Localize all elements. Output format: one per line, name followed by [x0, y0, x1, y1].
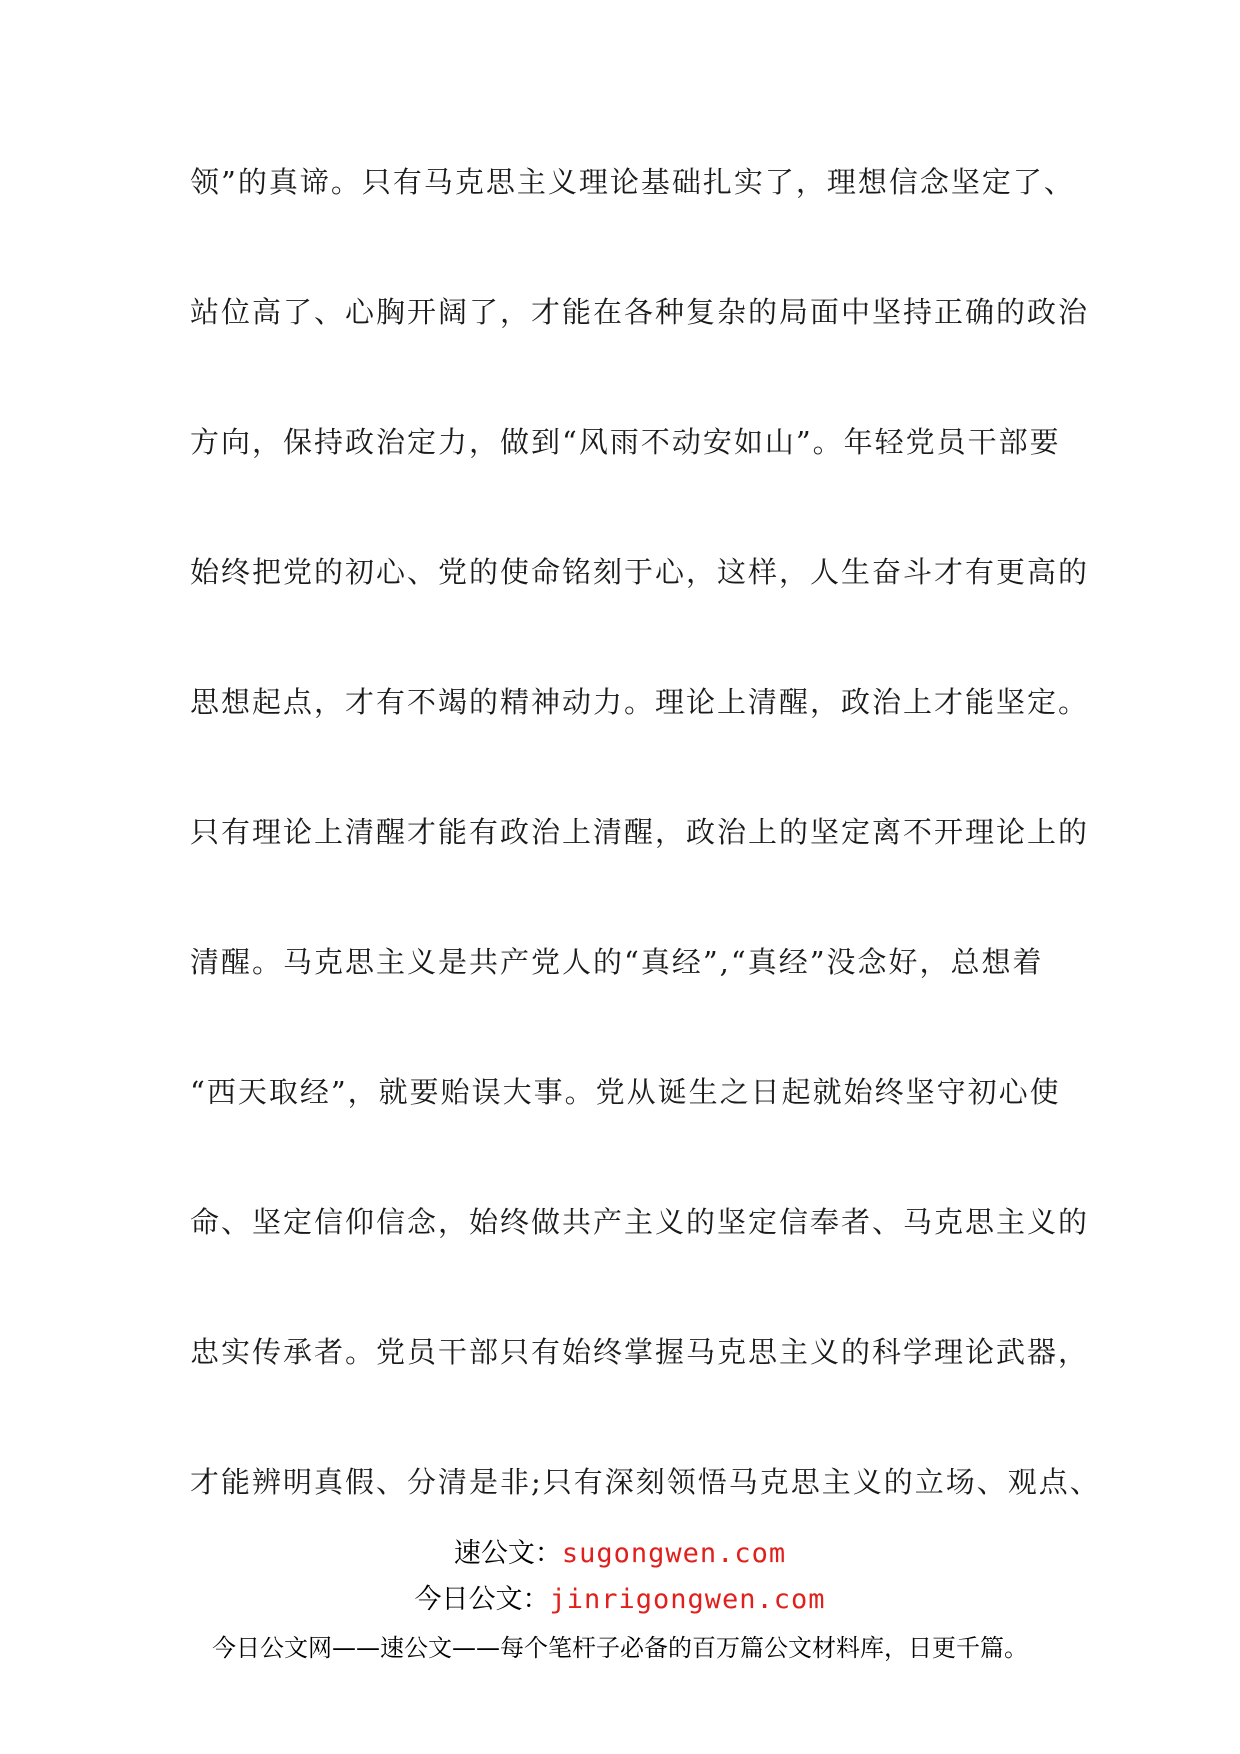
- text-line-6: 只有理论上清醒才能有政治上清醒，政治上的坚定离不开理论上的: [190, 815, 1090, 849]
- footer-site-1: [0, 1536, 1240, 1572]
- text-line-9: 命、坚定信仰信念，始终做共产主义的坚定信奉者、马克思主义的: [190, 1205, 1090, 1239]
- text-line-7: 清醒。马克思主义是共产党人的“真经”,“真经”没念好，总想着: [190, 945, 1044, 979]
- footer-site-2: [0, 1582, 1240, 1618]
- text-line-11: 才能辨明真假、分清是非;只有深刻领悟马克思主义的立场、观点、: [190, 1465, 1101, 1499]
- text-line-2: 站位高了、心胸开阔了，才能在各种复杂的局面中坚持正确的政治: [190, 295, 1090, 329]
- footer-site-2-label: 今日公文：: [414, 1584, 550, 1615]
- footer-tagline: 今日公文网——速公文——每个笔杆子必备的百万篇公文材料库，日更千篇。: [212, 1634, 1028, 1662]
- footer-site-1-label: 速公文：: [453, 1538, 562, 1569]
- text-line-8: “西天取经”，就要贻误大事。党从诞生之日起就始终坚守初心使: [190, 1075, 1061, 1109]
- text-line-1: 领”的真谛。只有马克思主义理论基础扎实了，理想信念坚定了、: [190, 165, 1075, 199]
- text-line-5: 思想起点，才有不竭的精神动力。理论上清醒，政治上才能坚定。: [190, 685, 1090, 719]
- text-line-10: 忠实传承者。党员干部只有始终掌握马克思主义的科学理论武器，: [190, 1335, 1090, 1369]
- text-line-3: 方向，保持政治定力，做到“风雨不动安如山”。年轻党员干部要: [190, 425, 1061, 459]
- footer-site-2-url[interactable]: jinrigongwen.com: [549, 1584, 826, 1615]
- text-line-4: 始终把党的初心、党的使命铭刻于心，这样，人生奋斗才有更高的: [190, 555, 1090, 589]
- footer-site-1-url[interactable]: sugongwen.com: [561, 1538, 787, 1569]
